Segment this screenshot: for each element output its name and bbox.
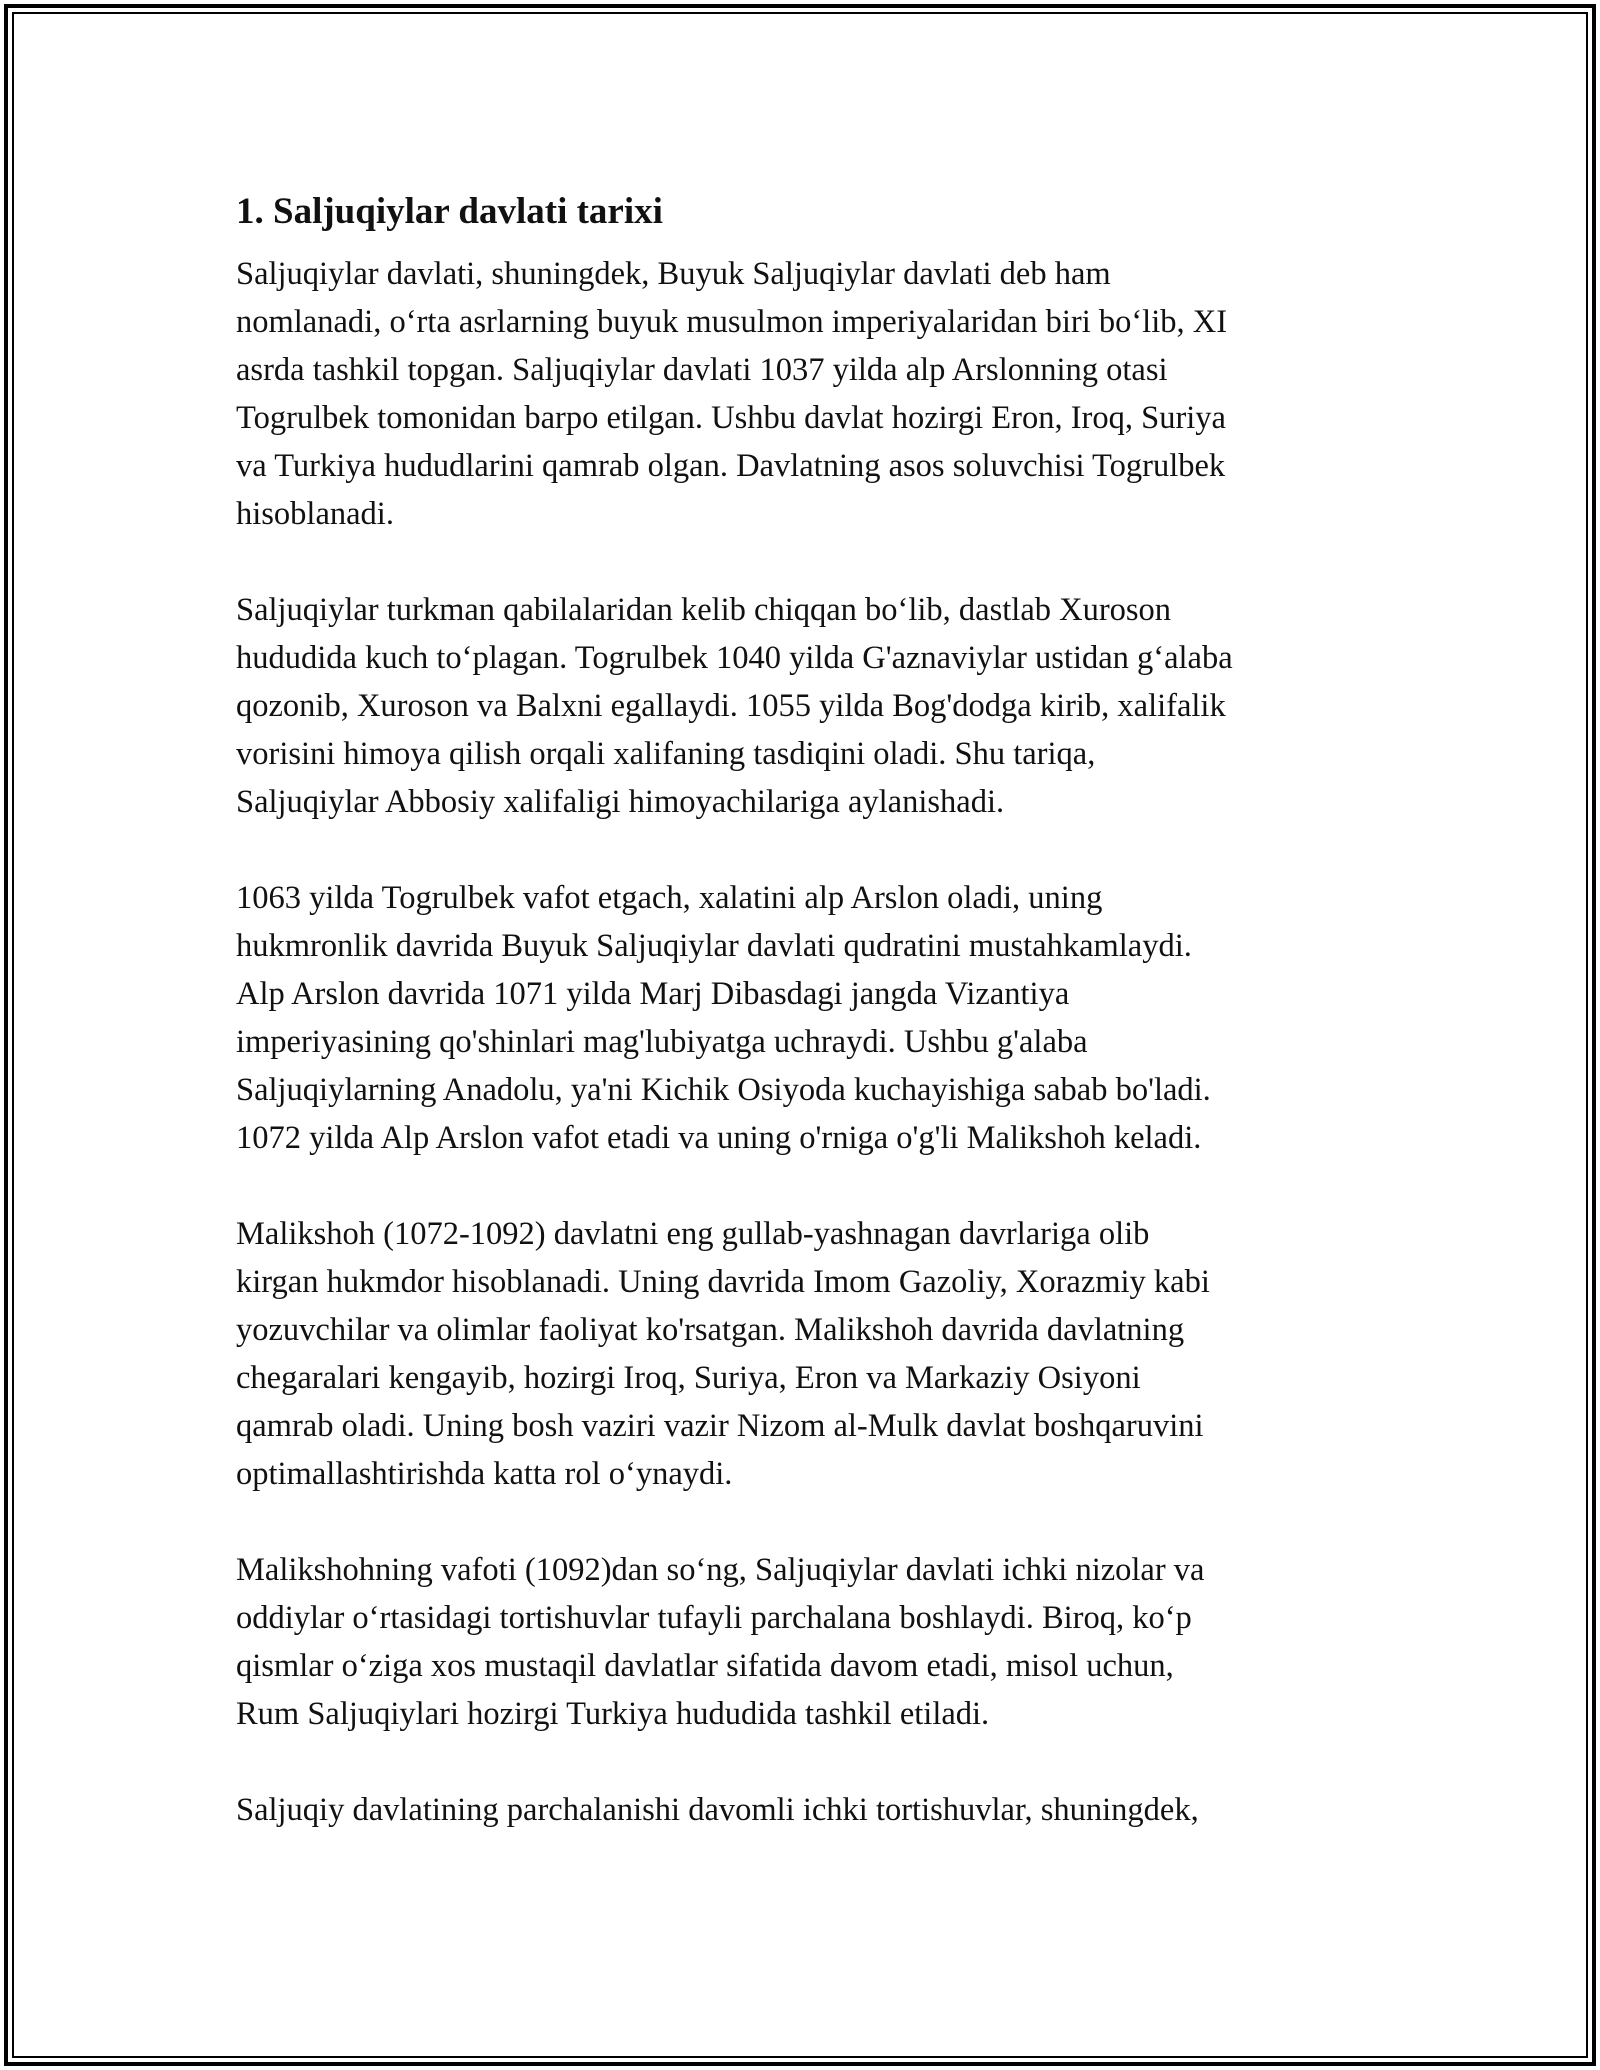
paragraph-line: va Turkiya hududlarini qamrab olgan. Davlatning asos soluvchisi Togrulbek bbox=[236, 448, 1226, 484]
paragraph-line: Alp Arslon davrida 1071 yilda Marj Dibasdagi jangda Vizantiya bbox=[236, 976, 1070, 1012]
paragraph-line: Rum Saljuqiylari hozirgi Turkiya hududida tashkil etiladi. bbox=[236, 1696, 990, 1732]
paragraph-line: vorisini himoya qilish orqali xalifaning tasdiqini oladi. Shu tariqa, bbox=[236, 736, 1096, 772]
paragraph-line: qozonib, Xuroson va Balxni egallaydi. 1055 yilda Bog'dodga kirib, xalifalik bbox=[236, 688, 1226, 724]
paragraph-line: Saljuqiylar davlati, shuningdek, Buyuk Saljuqiylar davlati deb ham bbox=[236, 256, 1111, 292]
paragraph-line: Malikshohning vafoti (1092)dan so‘ng, Saljuqiylar davlati ichki nizolar va bbox=[236, 1552, 1205, 1588]
paragraph-line: imperiyasining qo'shinlari mag'lubiyatga uchraydi. Ushbu g'alaba bbox=[236, 1024, 1088, 1060]
paragraph-1 bbox=[236, 250, 1366, 538]
paragraph-5 bbox=[236, 1546, 1366, 1738]
paragraph-line: chegaralari kengayib, hozirgi Iroq, Suriya, Eron va Markaziy Osiyoni bbox=[236, 1360, 1141, 1396]
paragraph-line: Saljuqiylarning Anadolu, ya'ni Kichik Osiyoda kuchayishiga sabab bo'ladi. bbox=[236, 1072, 1211, 1108]
paragraph-line: Togrulbek tomonidan barpo etilgan. Ushbu davlat hozirgi Eron, Iroq, Suriya bbox=[236, 400, 1226, 436]
paragraph-line: hukmronlik davrida Buyuk Saljuqiylar davlati qudratini mustahkamlaydi. bbox=[236, 928, 1192, 964]
paragraph-line: qismlar o‘ziga xos mustaqil davlatlar sifatida davom etadi, misol uchun, bbox=[236, 1648, 1174, 1684]
paragraph-line: hududida kuch to‘plagan. Togrulbek 1040 yilda G'aznaviylar ustidan g‘alaba bbox=[236, 640, 1233, 676]
paragraph-line: optimallashtirishda katta rol o‘ynaydi. bbox=[236, 1456, 733, 1492]
paragraph-line: kirgan hukmdor hisoblanadi. Uning davrida Imom Gazoliy, Xorazmiy kabi bbox=[236, 1264, 1210, 1300]
paragraph-line: nomlanadi, o‘rta asrlarning buyuk musulmon imperiyalaridan biri bo‘lib, XI bbox=[236, 304, 1228, 340]
paragraph-line: Saljuqiylar Abbosiy xalifaligi himoyachilariga aylanishadi. bbox=[236, 784, 1005, 820]
paragraph-3 bbox=[236, 874, 1366, 1162]
paragraph-4 bbox=[236, 1210, 1366, 1498]
paragraph-line: Saljuqiy davlatining parchalanishi davomli ichki tortishuvlar, shuningdek, bbox=[236, 1792, 1199, 1828]
paragraph-2 bbox=[236, 586, 1366, 826]
paragraph-6 bbox=[236, 1786, 1366, 1834]
paragraph-line: yozuvchilar va olimlar faoliyat ko'rsatgan. Malikshoh davrida davlatning bbox=[236, 1312, 1185, 1348]
paragraph-line: qamrab oladi. Uning bosh vaziri vazir Nizom al-Mulk davlat boshqaruvini bbox=[236, 1408, 1204, 1444]
paragraph-line: Malikshoh (1072-1092) davlatni eng gullab-yashnagan davrlariga olib bbox=[236, 1216, 1150, 1252]
page-title: 1. Saljuqiylar davlati tarixi bbox=[236, 191, 663, 232]
paragraph-line: Saljuqiylar turkman qabilalaridan kelib chiqqan bo‘lib, dastlab Xuroson bbox=[236, 592, 1172, 628]
paragraph-line: asrda tashkil topgan. Saljuqiylar davlati 1037 yilda alp Arslonning otasi bbox=[236, 352, 1168, 388]
paragraph-line: hisoblanadi. bbox=[236, 496, 394, 532]
paragraph-line: 1063 yilda Togrulbek vafot etgach, xalatini alp Arslon oladi, uning bbox=[236, 880, 1103, 916]
paragraph-line: 1072 yilda Alp Arslon vafot etadi va uning o'rniga o'g'li Malikshoh keladi. bbox=[236, 1120, 1202, 1156]
document-content bbox=[236, 186, 1366, 1882]
paragraph-line: oddiylar o‘rtasidagi tortishuvlar tufayli parchalana boshlaydi. Biroq, ko‘p bbox=[236, 1600, 1192, 1636]
